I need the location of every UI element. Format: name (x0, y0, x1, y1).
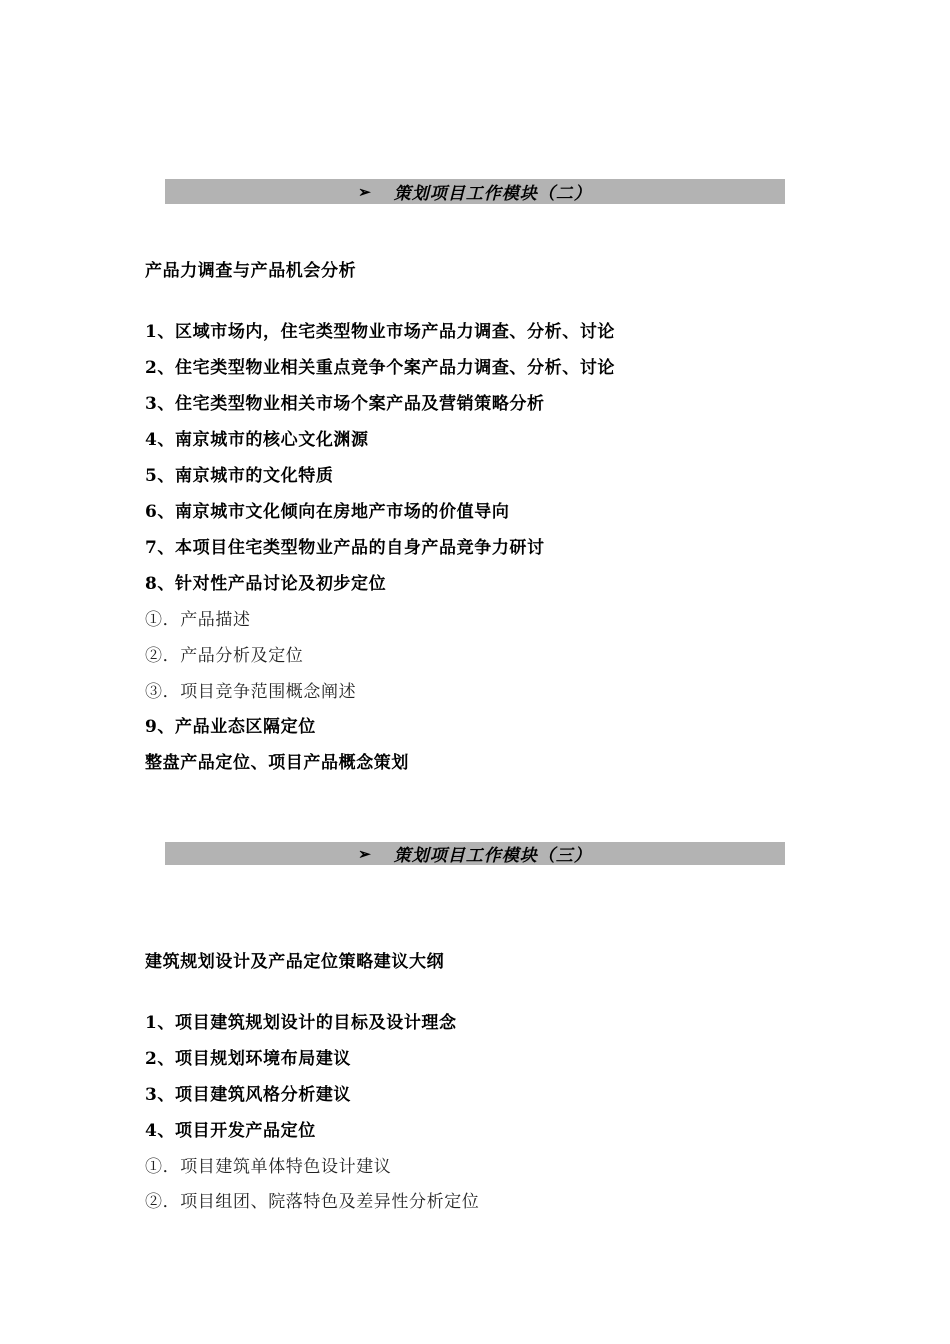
list-item: 4、南京城市的核心文化渊源 (145, 430, 369, 450)
sub-list-item: ③．项目竞争范围概念阐述 (145, 682, 357, 702)
sub-list-item: ②．项目组团、院落特色及差异性分析定位 (145, 1192, 480, 1212)
arrow-bullet-icon: ➢ (358, 182, 372, 201)
list-item: 6、南京城市文化倾向在房地产市场的价值导向 (145, 502, 510, 522)
section-heading: 建筑规划设计及产品定位策略建议大纲 (145, 952, 445, 972)
list-item: 7、本项目住宅类型物业产品的自身产品竞争力研讨 (145, 538, 545, 558)
section-banner-module-2 (165, 179, 785, 204)
arrow-bullet-icon: ➢ (358, 844, 372, 863)
section-heading: 产品力调查与产品机会分析 (145, 261, 357, 281)
sub-list-item: ②．产品分析及定位 (145, 646, 304, 666)
section-title: 策划项目工作模块（三） (393, 846, 592, 866)
list-item: 整盘产品定位、项目产品概念策划 (145, 753, 409, 773)
list-item: 1、项目建筑规划设计的目标及设计理念 (145, 1013, 457, 1033)
section-banner-module-3 (165, 842, 785, 865)
sub-list-item: ①．项目建筑单体特色设计建议 (145, 1157, 392, 1177)
sub-list-item: ①．产品描述 (145, 610, 251, 630)
list-item: 2、项目规划环境布局建议 (145, 1049, 352, 1069)
list-item: 5、南京城市的文化特质 (145, 466, 334, 486)
list-item: 4、项目开发产品定位 (145, 1121, 316, 1141)
section-title: 策划项目工作模块（二） (393, 184, 592, 204)
list-item: 3、项目建筑风格分析建议 (145, 1085, 352, 1105)
list-item: 2、住宅类型物业相关重点竞争个案产品力调查、分析、讨论 (145, 358, 616, 378)
list-item: 1、区域市场内，住宅类型物业市场产品力调查、分析、讨论 (145, 322, 616, 342)
list-item: 9、产品业态区隔定位 (145, 717, 316, 737)
list-item: 8、针对性产品讨论及初步定位 (145, 574, 387, 594)
list-item: 3、住宅类型物业相关市场个案产品及营销策略分析 (145, 394, 545, 414)
